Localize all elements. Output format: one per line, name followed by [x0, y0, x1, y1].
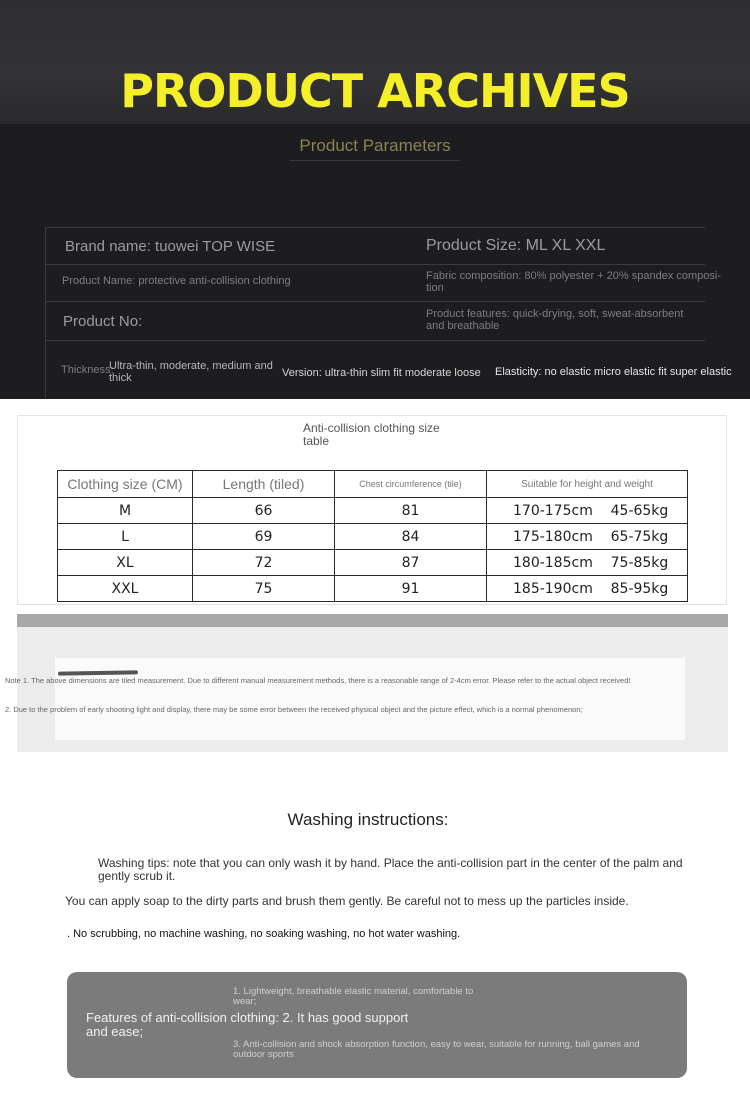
parameters-heading: Product Parameters	[299, 136, 451, 155]
header-height-weight: Suitable for height and weight	[487, 471, 688, 498]
thickness-value: Ultra-thin, moderate, medium and thick	[109, 360, 273, 384]
header-chest: Chest circumference (tile)	[335, 471, 487, 498]
elasticity: Elasticity: no elastic micro elastic fit super elastic	[495, 366, 732, 378]
fabric-composition: Fabric composition: 80% polyester + 20% spandex composi-tion	[426, 270, 722, 294]
version: Version: ultra-thin slim fit moderate loose	[282, 367, 481, 379]
divider	[45, 340, 705, 341]
brand-name: Brand name: tuowei TOP WISE	[65, 238, 276, 255]
gray-band	[17, 614, 728, 627]
product-name: Product Name: protective anti-collision clothing	[62, 275, 291, 287]
height-weight-cell: 180-185cm 75-85kg	[487, 550, 688, 576]
chest-cell: 81	[335, 498, 487, 524]
table-row	[58, 576, 688, 602]
chest-cell: 84	[335, 524, 487, 550]
heading-underline	[290, 160, 460, 161]
divider-vertical	[45, 227, 46, 399]
height-weight-cell: 170-175cm 45-65kg	[487, 498, 688, 524]
height-weight-cell: 185-190cm 85-95kg	[487, 576, 688, 602]
table-header-row	[58, 471, 688, 498]
washing-tip-2: You can apply soap to the dirty parts and brush them gently. Be careful not to mess up the particles inside.	[65, 894, 629, 908]
feature-item-1: 1. Lightweight, breathable elastic material, comfortable to wear;	[233, 986, 474, 1007]
size-cell: L	[58, 524, 193, 550]
header-length: Length (tiled)	[193, 471, 335, 498]
notes-inner-panel	[55, 658, 685, 740]
size-cell: XL	[58, 550, 193, 576]
divider	[45, 301, 705, 302]
divider	[45, 264, 705, 265]
size-table	[57, 470, 688, 602]
length-cell: 66	[193, 498, 335, 524]
length-cell: 69	[193, 524, 335, 550]
product-features: Product features: quick-drying, soft, sweat-absorbent and breathable	[426, 308, 684, 332]
table-row	[58, 524, 688, 550]
chest-cell: 87	[335, 550, 487, 576]
size-table-title: Anti-collision clothing size table	[303, 421, 440, 448]
thickness-label: Thickness:	[61, 364, 114, 376]
table-row	[58, 498, 688, 524]
washing-title: Washing instructions:	[287, 810, 449, 829]
product-number: Product No:	[63, 313, 143, 330]
header-clothing-size: Clothing size (CM)	[58, 471, 193, 498]
note-1: Note 1. The above dimensions are tiled measurement. Due to different manual measurement methods, there is a reasonable range of 2-4cm error. Please refer to the actual object received!	[5, 676, 631, 685]
size-cell: XXL	[58, 576, 193, 602]
product-parameters-panel	[0, 124, 750, 399]
chest-cell: 91	[335, 576, 487, 602]
page-title: PRODUCT ARCHIVES	[120, 64, 630, 118]
size-cell: M	[58, 498, 193, 524]
length-cell: 72	[193, 550, 335, 576]
divider	[45, 227, 705, 228]
feature-item-3: 3. Anti-collision and shock absorption function, easy to wear, suitable for running, ball games and outdoor sports	[233, 1039, 640, 1060]
note-2: 2. Due to the problem of early shooting light and display, there may be some error between the received physical object and the picture effect, which is a normal phenomenon;	[5, 705, 583, 714]
table-row	[58, 550, 688, 576]
washing-tip-1: Washing tips: note that you can only wash it by hand. Place the anti-collision part in the center of the palm and gently scrub it.	[98, 856, 683, 883]
washing-tip-3: . No scrubbing, no machine washing, no soaking washing, no hot water washing.	[67, 928, 461, 940]
height-weight-cell: 175-180cm 65-75kg	[487, 524, 688, 550]
length-cell: 75	[193, 576, 335, 602]
features-main: Features of anti-collision clothing: 2. It has good support and ease;	[86, 1010, 409, 1039]
product-size: Product Size: ML XL XXL	[426, 237, 606, 254]
